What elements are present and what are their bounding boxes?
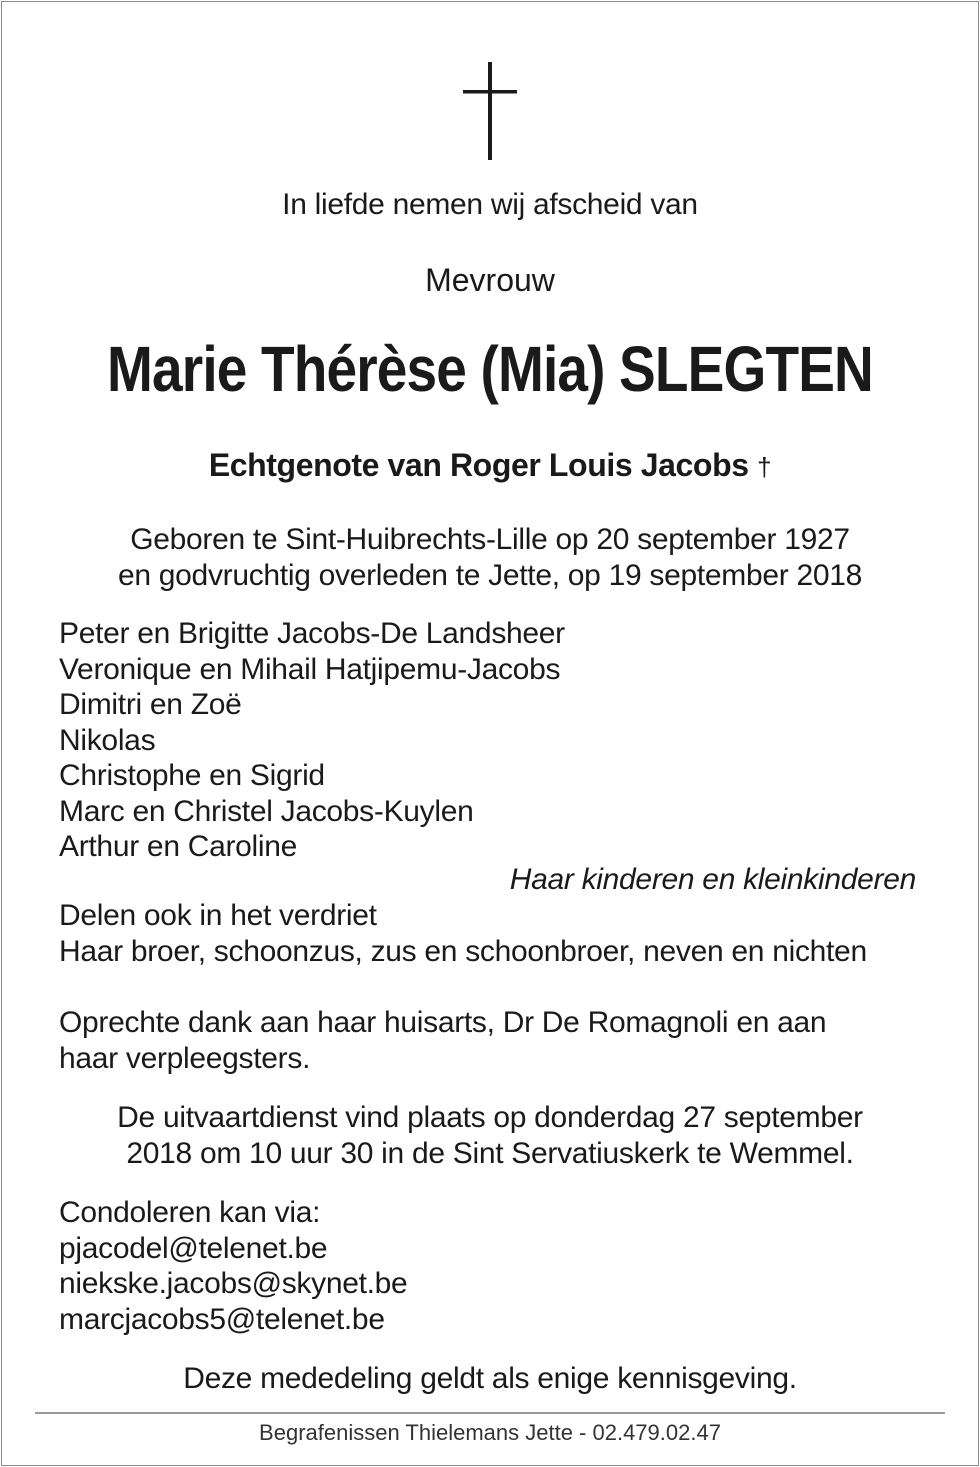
spouse-text: Echtgenote van Roger Louis Jacobs	[208, 447, 749, 483]
family-list	[59, 616, 565, 865]
intro-text: In liefde nemen wij afscheid van	[282, 188, 698, 221]
family-signature: Haar kinderen en kleinkinderen	[509, 863, 916, 896]
condolence-email[interactable]: pjacodel@telenet.be	[59, 1231, 328, 1265]
funeral-home-footer: Begrafenissen Thielemans Jette - 02.479.02.47	[259, 1420, 721, 1445]
service-block	[0, 1100, 980, 1171]
service-line: De uitvaartdienst vind plaats op donderdag 27 september	[117, 1101, 863, 1134]
thanks-block	[59, 1005, 826, 1076]
family-member: Arthur en Caroline	[59, 830, 298, 863]
family-member: Dimitri en Zoë	[59, 688, 242, 721]
birth-death-block	[0, 522, 980, 593]
birth-line: Geboren te Sint-Huibrechts-Lille op 20 september 1927	[130, 523, 850, 556]
notice-text: Deze mededeling geldt als enige kennisgeving.	[183, 1362, 797, 1395]
spouse-line	[0, 447, 980, 484]
service-line: 2018 om 10 uur 30 in de Sint Servatiuskerk te Wemmel.	[126, 1136, 854, 1170]
honorific: Mevrouw	[425, 262, 555, 298]
also-sharing-block	[59, 898, 867, 969]
condolences-block	[59, 1195, 407, 1337]
dagger-mark: †	[757, 452, 772, 482]
family-member: Christophe en Sigrid	[59, 759, 325, 792]
also-sharing-line: Haar broer, schoonzus, zus en schoonbroer, neven en nichten	[59, 934, 867, 968]
death-line: en godvruchtig overleden te Jette, op 19 september 2018	[117, 558, 863, 592]
condolence-email[interactable]: marcjacobs5@telenet.be	[59, 1302, 385, 1336]
thanks-line: haar verpleegsters.	[59, 1041, 311, 1075]
also-sharing-line: Delen ook in het verdriet	[59, 899, 377, 932]
cross-icon	[458, 62, 522, 160]
family-member: Peter en Brigitte Jacobs-De Landsheer	[59, 617, 565, 650]
family-member: Nikolas	[59, 723, 156, 757]
footer-divider	[35, 1412, 945, 1414]
family-member: Veronique en Mihail Hatjipemu-Jacobs	[59, 652, 561, 686]
family-member: Marc en Christel Jacobs-Kuylen	[59, 794, 474, 828]
deceased-name: Marie Thérèse (Mia) SLEGTEN	[107, 333, 873, 405]
thanks-line: Oprechte dank aan haar huisarts, Dr De Romagnoli en aan	[59, 1006, 827, 1039]
condolence-email[interactable]: niekske.jacobs@skynet.be	[59, 1267, 408, 1300]
condolences-heading: Condoleren kan via:	[59, 1196, 321, 1229]
